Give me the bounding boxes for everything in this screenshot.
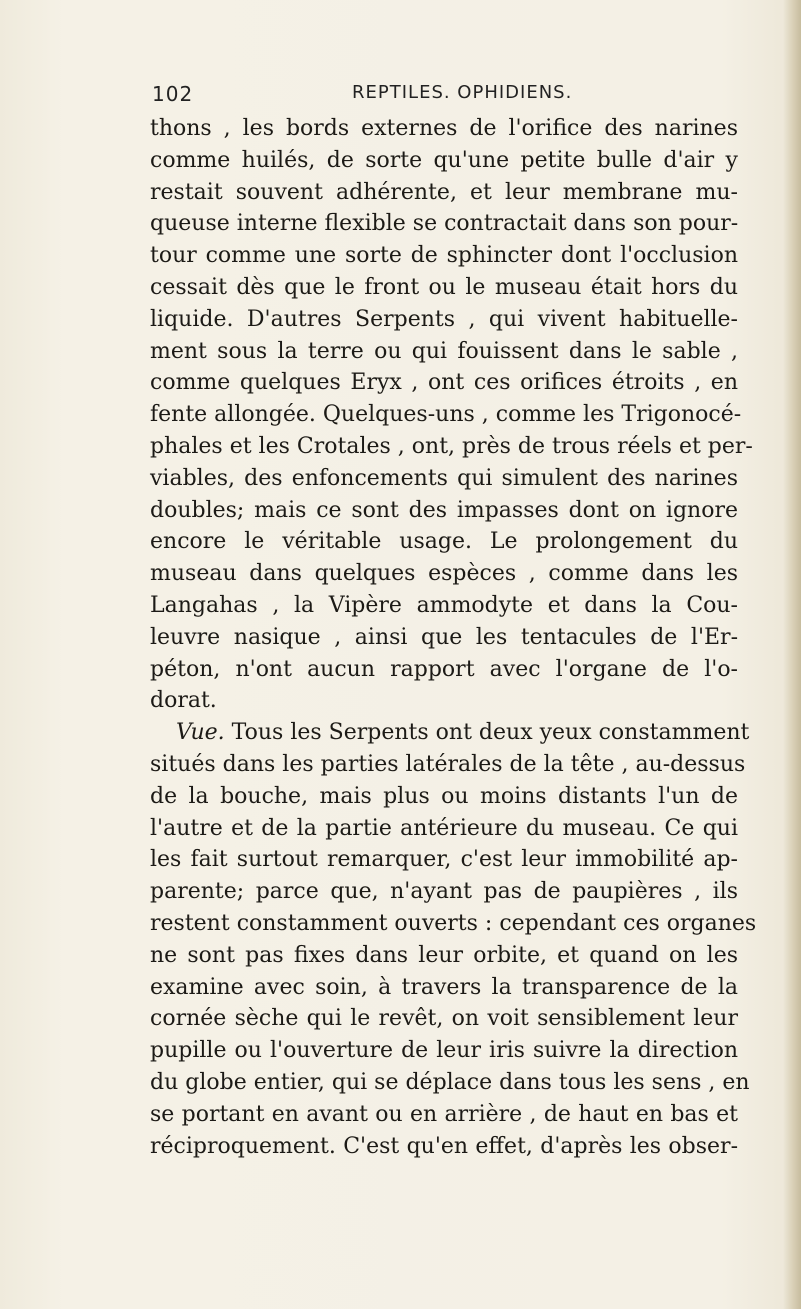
text-line: museau dans quelques espèces , comme dans les [150, 561, 738, 587]
text-line: situés dans les parties latérales de la tête , au-dessus [150, 751, 746, 777]
page-header [0, 82, 801, 110]
text-line: restent constamment ouverts : cependant ces organes [150, 910, 757, 936]
text-line: examine avec soin, à travers la transparence de la [150, 974, 738, 1000]
body-text [150, 113, 757, 1162]
paragraph-opening-line [150, 717, 750, 749]
text-line: comme quelques Eryx , ont ces orifices étroits , en [150, 370, 738, 396]
text-line: restait souvent adhérente, et leur membrane mu- [150, 179, 738, 205]
page-edge-shadow [783, 0, 801, 1309]
text-line: dorat. [150, 688, 217, 714]
text-line: ne sont pas fixes dans leur orbite, et quand on les [150, 942, 738, 968]
text-line: Langahas , la Vipère ammodyte et dans la Cou- [150, 592, 738, 618]
text-line: péton, n'ont aucun rapport avec l'organe de l'o- [150, 656, 738, 682]
text-line: liquide. D'autres Serpents , qui vivent habituelle- [150, 306, 738, 332]
text-line: fente allongée. Quelques-uns , comme les Trigonocé- [150, 402, 742, 428]
section-heading-vue: Vue. [176, 720, 225, 746]
text-line: doubles; mais ce sont des impasses dont on ignore [150, 497, 738, 523]
text-line: encore le véritable usage. Le prolongement du [150, 529, 738, 555]
text-line: ment sous la terre ou qui fouissent dans le sable , [150, 338, 738, 364]
text-line: l'autre et de la partie antérieure du museau. Ce qui [150, 815, 738, 841]
text-line: pupille ou l'ouverture de leur iris suivre la direction [150, 1038, 738, 1064]
text-line: réciproquement. C'est qu'en effet, d'après les obser- [150, 1133, 738, 1159]
text-line: phales et les Crotales , ont, près de trous réels et per- [150, 433, 753, 459]
text-line: leuvre nasique , ainsi que les tentacules de l'Er- [150, 624, 738, 650]
text-line: thons , les bords externes de l'orifice des narines [150, 116, 738, 141]
text-line: cessait dès que le front ou le museau était hors du [150, 274, 738, 300]
text-run: Tous les Serpents ont deux yeux constamment [231, 720, 750, 746]
text-line: comme huilés, de sorte qu'une petite bulle d'air y [150, 147, 738, 173]
text-line: de la bouche, mais plus ou moins distants l'un de [150, 783, 738, 809]
text-line: cornée sèche qui le revêt, on voit sensiblement leur [150, 1006, 738, 1032]
text-line: tour comme une sorte de sphincter dont l'occlusion [150, 243, 738, 269]
page-number: 102 [152, 82, 194, 106]
text-line: du globe entier, qui se déplace dans tous les sens , en [150, 1069, 750, 1095]
running-title: REPTILES. OPHIDIENS. [352, 82, 573, 103]
text-line: queuse interne flexible se contractait dans son pour- [150, 211, 739, 237]
text-line: parente; parce que, n'ayant pas de paupières , ils [150, 879, 738, 905]
text-line: se portant en avant ou en arrière , de haut en bas et [150, 1101, 738, 1127]
text-line: les fait surtout remarquer, c'est leur immobilité ap- [150, 847, 738, 873]
text-line: viables, des enfoncements qui simulent des narines [150, 465, 738, 491]
